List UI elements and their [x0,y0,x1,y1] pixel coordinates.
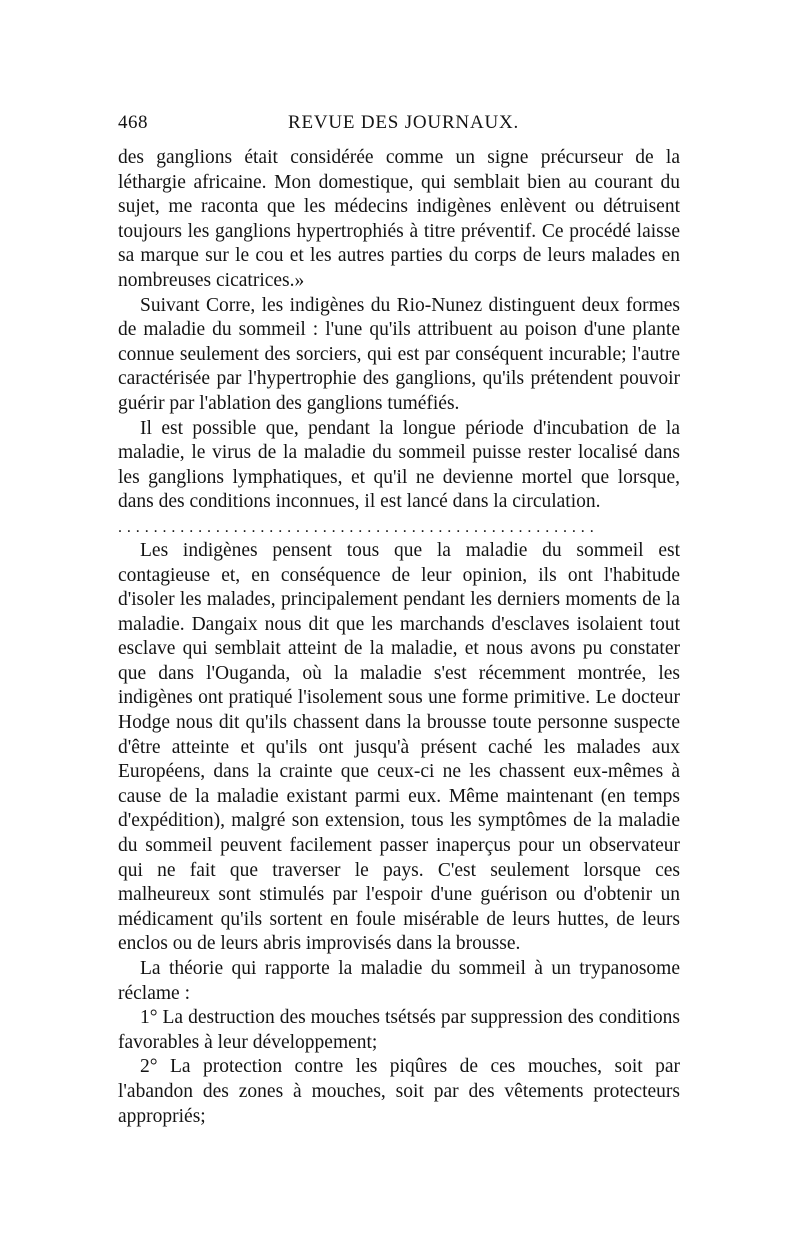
body-text [118,146,680,1129]
running-head: REVUE DES JOURNAUX. [288,112,520,133]
page-header [118,112,680,142]
paragraph: La théorie qui rapporte la maladie du sommeil à un trypanosome réclame : [118,958,680,1004]
paragraph: Suivant Corre, les indigènes du Rio-Nunez distinguent deux formes de maladie du sommeil : l'une qu'ils attribuent au poison d'une plante connue seulement des sorciers, qui est par conséquent incurable; l'autre caractérisée par l'hypertrophie des ganglions, qu'ils prétendent pouvoir guérir par l'ablation des ganglions tuméfiés. [118,294,680,414]
ellipsis-separator: ...................................................... [118,518,599,536]
paragraph: Il est possible que, pendant la longue période d'incubation de la maladie, le virus de la maladie du sommeil puisse rester localisé dans les ganglions lymphatiques, et qu'il ne devienne mortel que lorsque, dans des conditions inconnues, il est lancé dans la circulation. [118,417,680,513]
list-item: 2° La protection contre les piqûres de ces mouches, soit par l'abandon des zones à mouches, soit par des vêtements protecteurs appropriés; [118,1056,680,1127]
paragraph: Les indigènes pensent tous que la maladie du sommeil est contagieuse et, en conséquence de leur opinion, ils ont l'habitude d'isoler les malades, principalement pendant les derniers moments de la maladie. Dangaix nous dit que les marchands d'esclaves isolaient tout esclave qui semblait atteint de la maladie, et nous avons pu constater que dans l'Ouganda, où la maladie s'est récemment montrée, les indigènes ont pratiqué l'isolement sous une forme primitive. Le docteur Hodge nous dit qu'ils chassent dans la brousse toute personne suspecte d'être atteinte et qu'ils ont jusqu'à présent caché les malades aux Européens, dans la crainte que ceux-ci ne les chassent eux-mêmes à cause de la maladie existant parmi eux. Même maintenant (en temps d'expédition), malgré son extension, tous les symptômes de la maladie du sommeil peuvent facilement passer inaperçus pour un observateur qui ne fait que traverser le pays. C'est seulement lorsque ces malheureux sont stimulés par l'espoir d'une guérison ou d'obtenir un médicament qu'ils sortent en foule misérable de leurs huttes, de leurs enclos ou de leurs abris improvisés dans la brousse. [118,539,680,955]
page-number: 468 [118,112,148,133]
list-item: 1° La destruction des mouches tsétsés par suppression des conditions favorables à leur développement; [118,1007,680,1053]
paragraph-continued: des ganglions était considérée comme un signe précurseur de la léthargie africaine. Mon domestique, qui semblait bien au courant du sujet, me raconta que les médecins indigènes enlèvent ou détruisent toujours les ganglions hypertrophiés à titre préventif. Ce procédé laisse sa marque sur le cou et les autres parties du corps de leurs malades en nombreuses cicatrices.» [118,147,680,291]
